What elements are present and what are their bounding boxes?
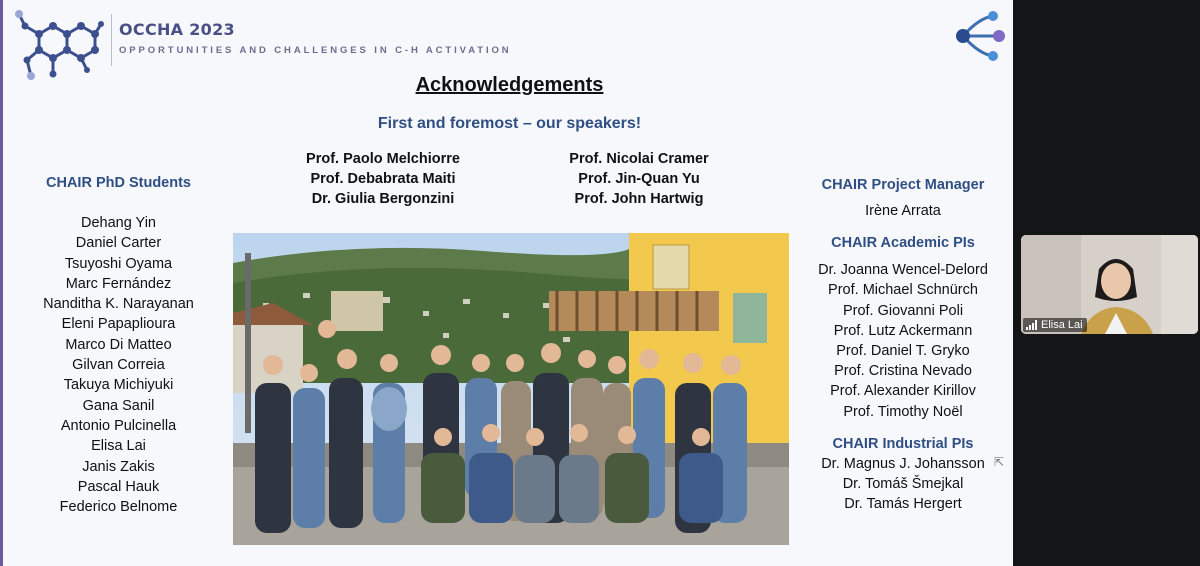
- phd-student-name: Eleni Papaplioura: [61, 316, 176, 333]
- participant-name: Elisa Lai: [1041, 319, 1083, 331]
- phd-student-name: Daniel Carter: [75, 235, 162, 252]
- academic-pi-name: Prof. Cristina Nevado: [834, 363, 972, 380]
- academic-pi-name: Prof. Lutz Ackermann: [833, 322, 973, 339]
- academic-pi-name: Prof. Alexander Kirillov: [830, 383, 976, 400]
- speakers-column-2: [529, 149, 749, 209]
- phd-student-name: Janis Zakis: [82, 458, 155, 475]
- signal-strength-icon: [1026, 320, 1037, 330]
- mouse-cursor-icon: ⇱: [994, 455, 1005, 469]
- industrial-pi-name: Dr. Magnus J. Johansson: [821, 455, 985, 472]
- occha-network-logo-icon: [949, 10, 1009, 62]
- phd-student-name: Antonio Pulcinella: [60, 417, 177, 434]
- phd-student-name: Federico Belnome: [59, 499, 178, 516]
- industrial-pis-list: [803, 454, 1003, 515]
- industrial-pis-title: CHAIR Industrial PIs: [832, 435, 974, 452]
- project-manager-name: Irène Arrata: [865, 203, 941, 219]
- phd-student-name: Gilvan Correia: [72, 357, 165, 374]
- academic-pis-title: CHAIR Academic PIs: [831, 235, 975, 252]
- speaker-name: Prof. Jin-Quan Yu: [578, 171, 700, 187]
- academic-pi-name: Prof. Daniel T. Gryko: [836, 343, 970, 360]
- phd-students-list: [21, 213, 216, 517]
- participant-name-tag: [1023, 318, 1087, 332]
- video-participants-panel: [1013, 0, 1200, 566]
- phd-student-name: Gana Sanil: [82, 397, 155, 414]
- header-divider: [111, 14, 112, 66]
- phd-students-section: [21, 175, 216, 517]
- industrial-pi-name: Dr. Tamás Hergert: [844, 496, 962, 513]
- conference-title: OCCHA 2023: [119, 20, 235, 39]
- phd-student-name: Tsuyoshi Oyama: [64, 255, 173, 272]
- group-photo-image: [233, 233, 789, 545]
- academic-pi-name: Prof. Giovanni Poli: [842, 302, 964, 319]
- speaker-name: Prof. John Hartwig: [574, 191, 704, 207]
- slide-subheading: First and foremost – our speakers!: [377, 115, 642, 132]
- phd-student-name: Dehang Yin: [81, 215, 156, 231]
- participant-video-tile[interactable]: [1021, 235, 1198, 334]
- project-manager-title: CHAIR Project Manager: [821, 177, 985, 193]
- phd-student-name: Marc Fernández: [65, 275, 172, 292]
- speakers-column-1: [273, 149, 493, 209]
- conference-subtitle: OPPORTUNITIES AND CHALLENGES IN C-H ACTIVATION: [119, 45, 512, 56]
- academic-pi-name: Dr. Joanna Wencel-Delord: [818, 262, 988, 279]
- speaker-name: Prof. Paolo Melchiorre: [306, 151, 460, 167]
- phd-student-name: Elisa Lai: [91, 438, 146, 455]
- speaker-name: Dr. Giulia Bergonzini: [311, 191, 455, 207]
- academic-pis-list: [803, 260, 1003, 422]
- phd-student-name: Pascal Hauk: [77, 478, 160, 495]
- academic-pi-name: Prof. Michael Schnürch: [828, 282, 978, 299]
- phd-student-name: Nanditha K. Narayanan: [43, 296, 194, 313]
- industrial-pi-name: Dr. Tomáš Šmejkal: [842, 476, 964, 493]
- phd-student-name: Marco Di Matteo: [65, 336, 172, 353]
- academic-pi-name: Prof. Timothy Noël: [843, 403, 963, 420]
- phd-student-name: Takuya Michiyuki: [63, 377, 174, 394]
- slide-heading: Acknowledgements: [415, 74, 604, 96]
- speaker-name: Prof. Debabrata Maiti: [310, 171, 456, 187]
- phd-students-title: CHAIR PhD Students: [46, 175, 191, 191]
- speaker-name: Prof. Nicolai Cramer: [569, 151, 709, 167]
- right-acknowledgements-section: [803, 175, 1003, 514]
